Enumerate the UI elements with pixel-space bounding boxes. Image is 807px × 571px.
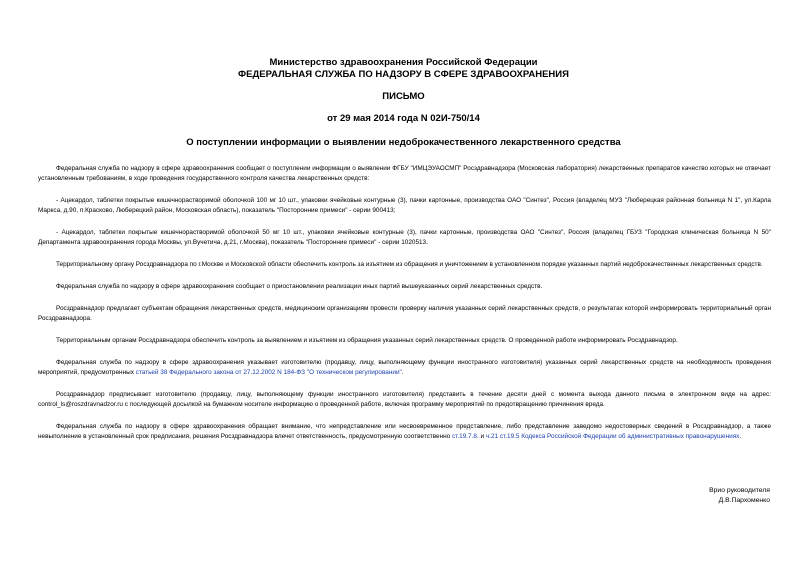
signature-block xyxy=(709,486,770,506)
article-19-7-8-link[interactable]: ст.19.7.8. xyxy=(451,433,479,440)
paragraph-text: . xyxy=(739,433,742,440)
document-title: О поступлении информации о выявлении недоброкачественного лекарственного средства xyxy=(186,137,621,148)
paragraph: - Ацекардол, таблетки покрытые кишечнорастворимой оболочкой 100 мг 10 шт., упаковки ячейковые контурные (3), пачки картонные, производства ОАО "Синтез", Россия (владелец МУЗ "Люберецкая районная больница N 1", ул.Карла Маркса, д.90, п.Красково, Люберецкий район, Московская область), показатель "Посторонние примеси" - серии 900413; xyxy=(38,197,771,214)
paragraph: - Ацекардол, таблетки покрытые кишечнорастворимой оболочкой 50 мг 10 шт., упаковки ячейковые контурные (3), пачки картонные, производства ОАО "Синтез", Россия (владелец ГБУЗ "Городская клиническая больница N 50" Департамента здравоохранения города Москвы, ул.Вучетича, д.21, г.Москва), показатель "Посторонние примеси" - серии 1020513. xyxy=(38,229,771,246)
service-name: ФЕДЕРАЛЬНАЯ СЛУЖБА ПО НАДЗОРУ В СФЕРЕ ЗДРАВООХРАНЕНИЯ xyxy=(238,69,569,80)
paragraph-text: Федеральная служба по надзору в сфере здравоохранения обращает внимание, что непредставление или несвоевременное представление, либо представление заведомо недостоверных сведений в Росздравнадзор, а также невыполнение в установленный срок предписания, решения Росздравнадзора влечет ответственность, предусмотренную соответственно xyxy=(38,423,771,440)
paragraph: Росздравнадзор предлагает субъектам обращения лекарственных средств, медицинским организациям провести проверку наличия указанных серий лекарственных средств, о результатах которой информировать территориальный орган Росздравнадзора. xyxy=(38,305,771,322)
paragraph: Территориальному органу Росздравнадзора по г.Москве и Московской области обеспечить контроль за изъятием из обращения и уничтожением в установленном порядке указанных партий недоброкачественных лекарственных средств. xyxy=(56,261,763,268)
paragraph-text: и xyxy=(478,433,486,440)
document-body xyxy=(38,164,771,454)
paragraph: Территориальным органам Росздравнадзора обеспечить контроль за выявлением и изъятием из обращения указанных серий лекарственных средств. О проведенной работе информировать Росздравнадзор. xyxy=(56,337,678,344)
signatory-position: Врио руководителя xyxy=(709,487,770,494)
document-header xyxy=(0,57,807,125)
paragraph xyxy=(38,422,771,442)
paragraph xyxy=(38,358,771,378)
paragraph-text: . xyxy=(401,369,404,376)
signatory-name: Д.В.Пархоменко xyxy=(718,497,770,504)
law-184-fz-link[interactable]: статьей 38 Федерального закона от 27.12.2002 N 184-ФЗ "О техническом регулировании" xyxy=(135,369,402,376)
koap-article-19-5-link[interactable]: ч.21 ст.19.5 Кодекса Российской Федерации об административных правонарушениях xyxy=(485,433,740,440)
paragraph: Федеральная служба по надзору в сфере здравоохранения сообщает о поступлении информации о выявлении ФГБУ "ИМЦЭУАОСМП" Росздравнадзора (Московская лаборатория) лекарственных препаратов качество которых не отвечает установленным требованиям, в ходе проведения государственного контроля качества лекарственных средств: xyxy=(38,165,771,182)
paragraph: Росздравнадзор предписывает изготовителю (продавцу, лицу, выполняющему функции иностранного изготовителя) представить в течение десяти дней с момента выхода данного письма в электронном виде на адрес: control_ls@roszdravnadzor.ru с последующей досылкой на бумажном носителе информацию о проведенной работе, включая программу мероприятий по предотвращению причинения вреда. xyxy=(38,391,771,408)
paragraph: Федеральная служба по надзору в сфере здравоохранения сообщает о приостановлении реализации иных партий вышеуказанных серий лекарственных средств. xyxy=(56,283,543,290)
paragraph-text: Федеральная служба по надзору в сфере здравоохранения указывает изготовителю (продавцу, лицу, выполняющему функции иностранного изготовителя) указанных серий лекарственных средств на необходимость проведения мероприятий, предусмотренных xyxy=(38,359,771,376)
ministry-name: Министерство здравоохранения Российской Федерации xyxy=(269,57,538,68)
document-date-number: от 29 мая 2014 года N 02И-750/14 xyxy=(327,113,480,124)
document-type: ПИСЬМО xyxy=(382,91,425,102)
